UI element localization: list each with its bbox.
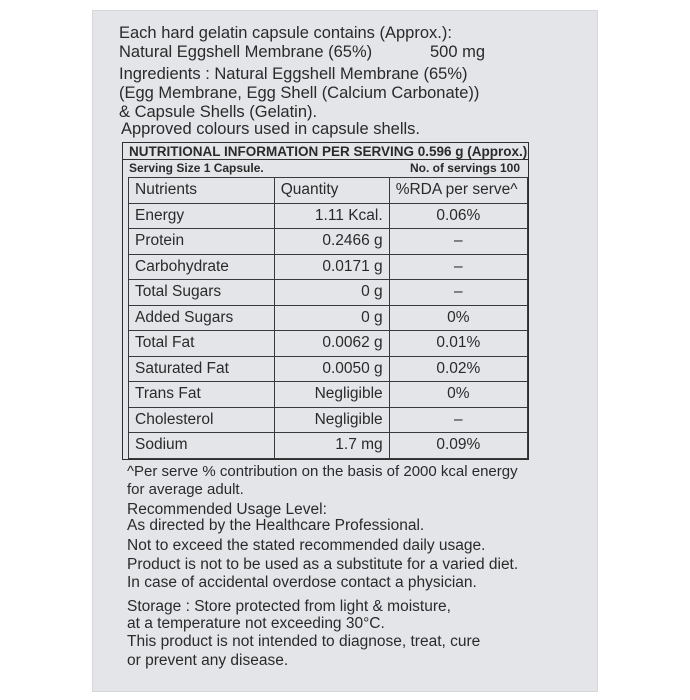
column-header: Nutrients	[129, 178, 275, 204]
footnote-line-2: for average adult.	[127, 481, 244, 498]
disclaimer-line-1: This product is not intended to diagnose, treat, cure	[127, 633, 481, 650]
nutrient-rda: 0%	[389, 382, 527, 408]
nutrient-rda: 0.09%	[389, 433, 527, 459]
nutrient-quantity: 0 g	[274, 305, 389, 331]
storage-line-1: Storage : Store protected from light & moisture,	[127, 598, 451, 615]
approved-colours-note: Approved colours used in capsule shells.	[121, 120, 421, 138]
nutrient-name: Total Sugars	[129, 280, 275, 306]
table-row	[129, 280, 528, 306]
nutrient-name: Saturated Fat	[129, 356, 275, 382]
nutrient-quantity: 0.0050 g	[274, 356, 389, 382]
usage-line: Product is not to be used as a substitute for a varied diet.	[127, 556, 519, 573]
storage-line-2: at a temperature not exceeding 30°C.	[127, 615, 385, 632]
table-row	[129, 229, 528, 255]
nutrient-rda: –	[389, 280, 527, 306]
capsule-contents-heading: Each hard gelatin capsule contains (Approx.):	[119, 24, 452, 42]
nutrition-table	[128, 177, 528, 459]
nutrition-panel	[122, 142, 529, 460]
nutrient-rda: –	[389, 254, 527, 280]
nutrient-name: Total Fat	[129, 331, 275, 357]
table-row	[129, 382, 528, 408]
table-row	[129, 203, 528, 229]
table-row	[129, 407, 528, 433]
nutrient-name: Energy	[129, 203, 275, 229]
usage-heading: Recommended Usage Level:	[127, 501, 327, 518]
usage-line: As directed by the Healthcare Professional.	[127, 517, 425, 534]
column-header: %RDA per serve^	[389, 178, 527, 204]
nutrient-quantity: 0.0062 g	[274, 331, 389, 357]
nutrient-name: Sodium	[129, 433, 275, 459]
nutrient-name: Protein	[129, 229, 275, 255]
table-row	[129, 433, 528, 459]
header-divider	[123, 159, 528, 160]
nutrient-name: Trans Fat	[129, 382, 275, 408]
nutrient-rda: 0.06%	[389, 203, 527, 229]
usage-line: In case of accidental overdose contact a physician.	[127, 574, 477, 591]
membrane-amount: 500 mg	[430, 43, 486, 61]
nutrient-rda: 0.02%	[389, 356, 527, 382]
nutrient-rda: 0%	[389, 305, 527, 331]
nutrition-title: NUTRITIONAL INFORMATION PER SERVING 0.596 g (Approx.)	[129, 144, 528, 159]
nutrient-quantity: Negligible	[274, 382, 389, 408]
disclaimer-line-2: or prevent any disease.	[127, 652, 289, 669]
ingredients-line-3: & Capsule Shells (Gelatin).	[119, 103, 318, 121]
ingredients-line-2: (Egg Membrane, Egg Shell (Calcium Carbonate))	[119, 84, 480, 102]
nutrient-rda: –	[389, 407, 527, 433]
table-header-row	[129, 178, 528, 204]
table-row	[129, 305, 528, 331]
nutrient-rda: 0.01%	[389, 331, 527, 357]
table-row	[129, 331, 528, 357]
nutrient-quantity: 1.7 mg	[274, 433, 389, 459]
nutrient-quantity: 0.0171 g	[274, 254, 389, 280]
membrane-label: Natural Eggshell Membrane (65%)	[119, 43, 373, 61]
nutrient-quantity: 0.2466 g	[274, 229, 389, 255]
column-header: Quantity	[274, 178, 389, 204]
nutrient-quantity: 1.11 Kcal.	[274, 203, 389, 229]
nutrient-name: Added Sugars	[129, 305, 275, 331]
nutrient-quantity: Negligible	[274, 407, 389, 433]
usage-line: Not to exceed the stated recommended daily usage.	[127, 537, 486, 554]
nutrient-name: Cholesterol	[129, 407, 275, 433]
footnote-line-1: ^Per serve % contribution on the basis of 2000 kcal energy	[127, 463, 518, 480]
nutrient-quantity: 0 g	[274, 280, 389, 306]
table-row	[129, 356, 528, 382]
ingredients-line-1: Ingredients : Natural Eggshell Membrane (65%)	[119, 65, 468, 83]
nutrient-rda: –	[389, 229, 527, 255]
table-row	[129, 254, 528, 280]
servings-count: No. of servings 100	[409, 161, 520, 175]
serving-size: Serving Size 1 Capsule.	[129, 161, 264, 175]
nutrient-name: Carbohydrate	[129, 254, 275, 280]
